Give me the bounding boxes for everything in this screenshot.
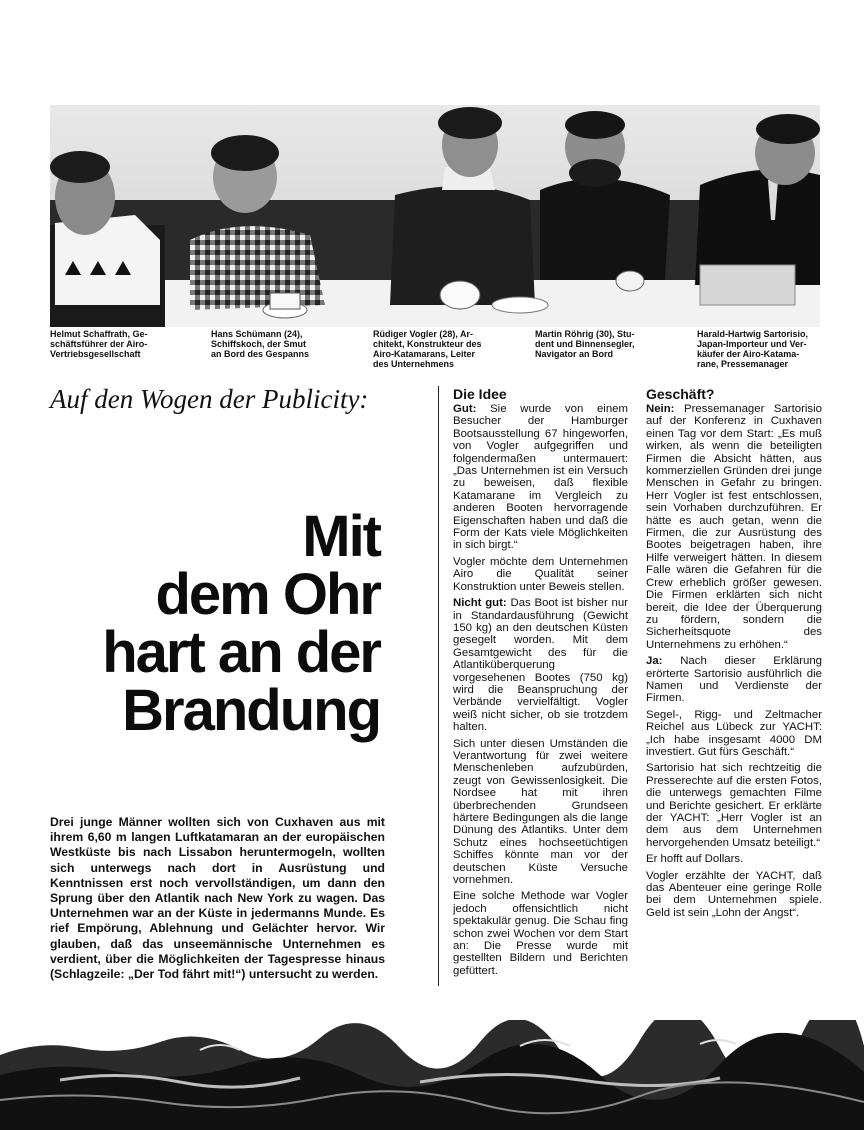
- lead-paragraph: Drei junge Männer wollten sich von Cuxhaven aus mit ihrem 6,60 m langen Luftkatamaran an der europäischen Westküste bis nach Lissabon heruntermogeln, wollten sich unterwegs nach dort in Ausrüstung und Kenntnissen erst noch vervollständigen, um dann den Sprung über den Atlantik nach New York zu wagen. Das Unternehmen war an der Küste in jedermanns Munde. Es rief Empörung, Ablehnung und Gelächter hervor. Wir glauben, daß das unseemännische Unternehmen es verdient, über die Möglichkeiten der Tagespresse hinaus (Schlagzeile: „Der Tod fährt mit!“) untersucht zu werden.: [50, 815, 385, 982]
- photo-caption-3: Rüdiger Vogler (28), Ar- chitekt, Konstrukteur des Airo-Katamarans, Leiter des Unternehmens: [373, 329, 482, 369]
- headline-title: [50, 504, 380, 743]
- column-divider: [438, 386, 439, 986]
- group-photo: [50, 105, 820, 327]
- paragraph: Er hofft auf Dollars.: [646, 853, 744, 866]
- section-heading: Geschäft?: [646, 386, 715, 402]
- column-die-idee: [453, 386, 628, 981]
- column-geschaeft: [646, 386, 822, 923]
- paragraph: Vogler möchte dem Unternehmen Airo die Qualität seiner Konstruktion unter Beweis stellen.: [453, 555, 628, 593]
- title-line: hart an der: [102, 620, 380, 685]
- photo-caption-4: Martin Röhrig (30), Stu- dent und Binnensegler, Navigator an Bord: [535, 329, 635, 359]
- paragraph: Gut: Sie wurde von einem Besucher der Hamburger Bootsausstellung 67 hingeworfen, von Vogler aufgegriffen und folgendermaßen untermauert: „Das Unternehmen ist ein Versuch zu beweisen, daß flexible Katamarane im Vergleich zu anderen Booten hervorragende Eigenschaften haben und daß die Form der Kats viele Möglichkeiten in sich birgt.“: [453, 403, 628, 552]
- kicker: Auf den Wogen der Publicity:: [50, 384, 369, 414]
- photo-caption-1: Helmut Schaffrath, Ge- schäftsführer der Airo- Vertriebsgesellschaft: [50, 329, 148, 359]
- paragraph: Nein: Pressemanager Sartorisio auf der Konferenz in Cuxhaven einen Tag vor dem Start: „Es muß wirken, als wenn die beteiligten Firmen die Absicht hätten, aus kommerziellen Gründen drei junge Menschen in Gefahr zu bringen. Herr Vogler ist fest entschlossen, sein Vorhaben durchzuführen. Er hätte es auch getan, wenn die Firmen, die zur Ausrüstung des Bootes beigetragen haben, ihre Hilfe verweigert hätten. In diesem Falle wären die Gefahren für die Crew erheblich größer gewesen. Die Firmen erklärten sich nicht bereit, die Idee der Überquerung zu fördern, sondern die Sicherheitsquote des Unternehmens zu erhöhen.“: [646, 403, 822, 651]
- sea-wave-photo: [0, 1020, 864, 1130]
- photo-caption-2: Hans Schümann (24), Schiffskoch, der Smut an Bord des Gespanns: [211, 329, 310, 359]
- paragraph: Segel-, Rigg- und Zeltmacher Reichel aus Lübeck zur YACHT: „Ich habe insgesamt 4000 DM investiert. Gut fürs Geschäft.“: [646, 708, 822, 758]
- paragraph: Nicht gut: Das Boot ist bisher nur in Standardausführung (Gewicht 150 kg) an den deutschen Küsten gesegelt worden. Mit dem Gesamtgewicht des für die Atlantiküberquerung vorgesehenen Bootes (750 kg) wird die Beanspruchung der Verbände vervielfältigt. Vogler weiß nicht sicher, ob sie trotzdem halten.: [453, 597, 629, 734]
- section-heading: Die Idee: [453, 386, 507, 402]
- paragraph: Ja: Nach dieser Erklärung erörterte Sartorisio ausführlich die Namen und Verdienste der Firmen.: [646, 655, 822, 705]
- paragraph: Vogler erzählte der YACHT, daß das Abenteuer eine geringe Rolle bei dem Unternehmen spiele. Geld ist sein „Lohn der Angst“.: [646, 869, 822, 919]
- title-line: Mit: [302, 504, 380, 569]
- paragraph: Sich unter diesen Umständen die Verantwortung für zwei weitere Menschenleben aufzubürden, zeugt von Gewissenlosigkeit. Die Nordsee hat mit ihren überbrechenden Grundseen härtere Bedingungen als die lange Dünung des Atlantiks. Unter dem Schutz eines hochseetüchtigen Schiffes könnte man vor der deutschen Küste Versuche vornehmen.: [453, 737, 628, 887]
- paragraph: Eine solche Methode war Vogler jedoch offensichtlich nicht spektakulär genug. Die Schau fing schon zwei Wochen vor dem Start an: Die Presse wurde mit gestellten Bildern und Berichten gefüttert.: [453, 890, 628, 977]
- title-line: dem Ohr: [155, 562, 380, 627]
- title-line: Brandung: [122, 678, 380, 743]
- paragraph: Sartorisio hat sich rechtzeitig die Presserechte auf die ersten Fotos, die unterwegs gemachten Filme und Berichte gesichert. Er erklärte der YACHT: „Herr Vogler ist an dem aus dem Unternehmen hervorgehenden Umsatz beteiligt.“: [646, 762, 822, 849]
- photo-caption-5: Harald-Hartwig Sartorisio, Japan-Importeur und Ver- käufer der Airo-Katama- rane, Pressemanager: [697, 329, 809, 369]
